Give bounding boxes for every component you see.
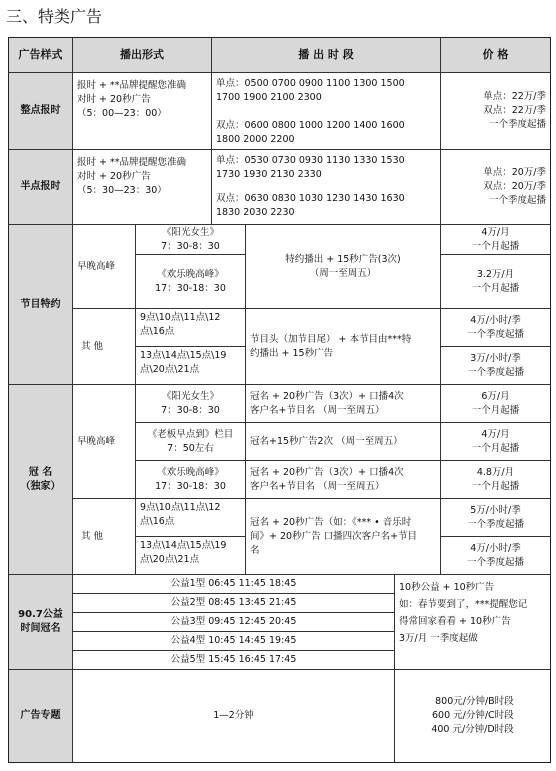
zhengdian-form: 报时 + **品牌提醒您准确 对时 + 20秒广告 （5：00—23：00） [73, 73, 212, 150]
jiemu-other: 其 他 [73, 309, 136, 385]
zhuanti-label: 广告专题 [9, 670, 73, 762]
gongyi-row-3: 公益3型 09:45 12:45 20:45 [73, 613, 395, 632]
bandian-schedule [212, 150, 441, 225]
zhuanti-price: 800元/分钟/B时段 600 元/分钟/C时段 400 元/分钟/D时段 [431, 696, 514, 735]
jiemu-desc2: 节目头（加节目尾） + 本节目由***特 约播出 + 15秒广告 [246, 309, 441, 385]
header-price: 价 格 [441, 38, 550, 73]
bandian-single: 单点：0530 0730 0930 1130 1330 1530 1730 1930 2130 2330 [216, 155, 405, 180]
bandian-double: 双点：0630 0830 1030 1230 1430 1630 1830 2030 2230 [216, 193, 405, 218]
header-schedule: 播 出 时 段 [212, 38, 441, 73]
guanming-price2: 4万/月 一个月起播 [441, 423, 550, 461]
guanming-price5: 4万/小时/季 一个季度起播 [441, 537, 550, 575]
guanming-price1: 6万/月 一个月起播 [441, 385, 550, 423]
guanming-peak: 早晚高峰 [73, 385, 136, 499]
gongyi-label: 90.7公益 时间冠名 [9, 575, 73, 670]
zhengdian-double: 双点：0600 0800 1000 1200 1400 1600 1800 2000 2200 [216, 120, 405, 145]
jiemu-slots1: 9点\10点\11点\12 点\16点 [136, 309, 246, 347]
jiemu-price3: 4万/小时/季 一个季度起播 [441, 309, 550, 347]
bandian-form: 报时 + **品牌提醒您准确 对时 + 20秒广告 （5：30—23：30） [73, 150, 212, 225]
zhengdian-price: 单点：22万/季 双点：22万/季 一个季度起播 [441, 73, 550, 150]
jiemu-prog2: 《欢乐晚高峰》 17：30-18：30 [136, 255, 246, 309]
jiemu-price4: 3万/小时/季 一个季度起播 [441, 347, 550, 385]
guanming-slots1: 9点\10点\11点\12 点\16点 [136, 499, 246, 537]
zhengdian-schedule [212, 73, 441, 150]
gongyi-row-1: 公益1型 06:45 11:45 18:45 [73, 575, 395, 594]
header-style: 广告样式 [9, 38, 73, 73]
guanming-price4: 5万/小时/季 一个季度起播 [441, 499, 550, 537]
guanming-desc3: 冠名 + 20秒广告（3次）+ 口播4次 客户名+节目名 （周一至周五） [246, 461, 441, 499]
guanming-other: 其 他 [73, 499, 136, 575]
guanming-label: 冠 名 （独家） [9, 385, 73, 575]
zhengdian-label: 整点报时 [9, 73, 73, 150]
gongyi-row-5: 公益5型 15:45 16:45 17:45 [73, 651, 395, 670]
gongyi-row-4: 公益4型 10:45 14:45 19:45 [73, 632, 395, 651]
zhengdian-single: 单点：0500 0700 0900 1100 1300 1500 1700 1900 2100 2300 [216, 78, 405, 103]
zhuanti-duration: 1—2分钟 [73, 670, 395, 762]
gongyi-desc: 10秒公益 + 10秒广告 如：春节要到了，***提醒您记 得常回家看看 + 10秒广告 3万/月 一季度起做 [395, 575, 550, 670]
bandian-label: 半点报时 [9, 150, 73, 225]
bandian-price: 单点：20万/季 双点：20万/季 一个季度起播 [441, 150, 550, 225]
ad-price-table [8, 37, 551, 763]
jiemu-price2: 3.2万/月 一个月起播 [441, 255, 550, 309]
section-title: 三、特类广告 [6, 7, 103, 26]
header-form: 播出形式 [73, 38, 212, 73]
guanming-price3: 4.8万/月 一个月起播 [441, 461, 550, 499]
jiemu-prog1: 《阳光女生》 7：30-8：30 [136, 225, 246, 255]
guanming-prog1: 《阳光女生》 7：30-8：30 [136, 385, 246, 423]
jiemu-slots2: 13点\14点\15点\19 点\20点\21点 [136, 347, 246, 385]
jiemu-label: 节目特约 [9, 225, 73, 385]
guanming-desc4: 冠名 + 20秒广告（如：《*** • 音乐时 间》+ 20秒广告 口播四次客户名+节目 名 [246, 499, 441, 575]
jiemu-desc1: 特约播出 + 15秒广告(3次) （周一至周五） [246, 225, 441, 309]
guanming-desc2: 冠名+15秒广告2次 （周一至周五） [246, 423, 441, 461]
guanming-prog3: 《欢乐晚高峰》 17：30-18：30 [136, 461, 246, 499]
guanming-desc1: 冠名 + 20秒广告（3次）+ 口播4次 客户名+节目名 （周一至周五） [246, 385, 441, 423]
jiemu-price1: 4万/月 一个月起播 [441, 225, 550, 255]
jiemu-peak: 早晚高峰 [73, 225, 136, 309]
guanming-prog2: 《老板早点到》栏目 7：50左右 [136, 423, 246, 461]
gongyi-row-2: 公益2型 08:45 13:45 21:45 [73, 594, 395, 613]
guanming-slots2: 13点\14点\15点\19 点\20点\21点 [136, 537, 246, 575]
